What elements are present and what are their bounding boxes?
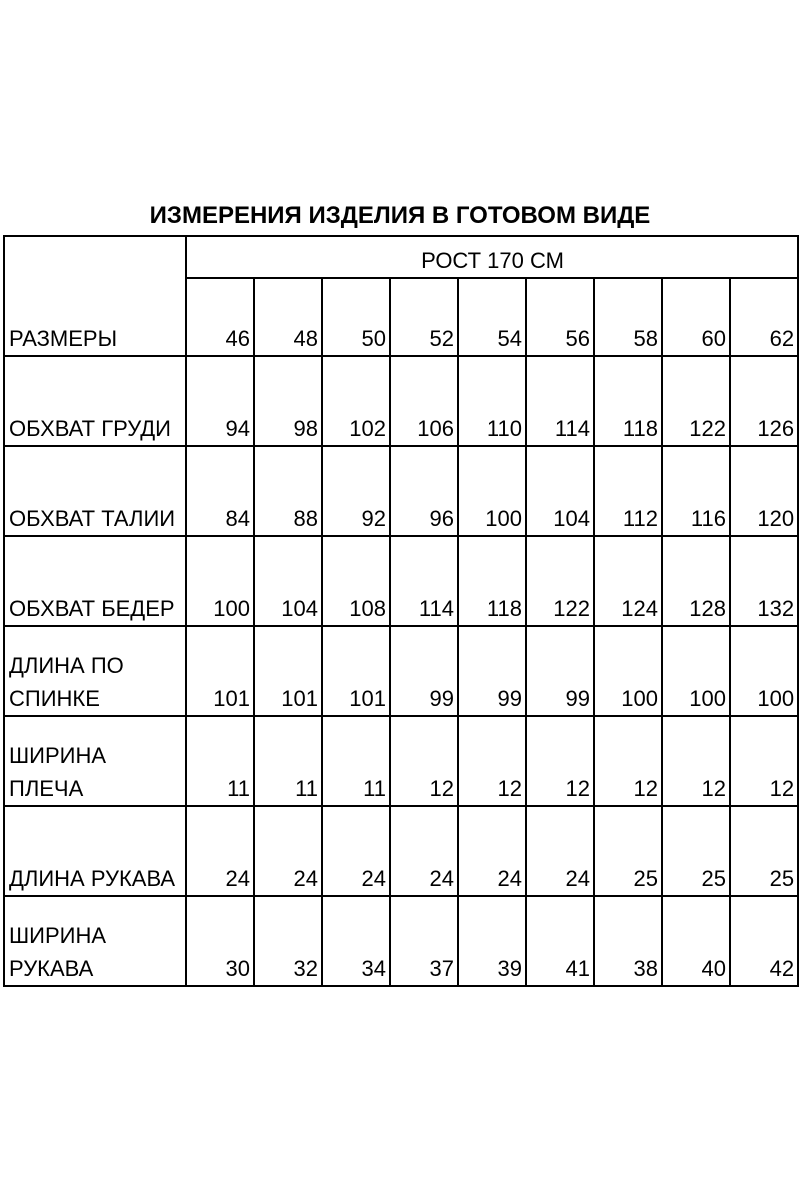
size-cell: 46 — [186, 278, 254, 356]
measurement-value: 12 — [526, 716, 594, 806]
measurement-value: 102 — [322, 356, 390, 446]
measurement-value: 99 — [458, 626, 526, 716]
measurement-row — [4, 626, 798, 716]
size-cell: 56 — [526, 278, 594, 356]
size-cell: 54 — [458, 278, 526, 356]
measurement-value: 100 — [458, 446, 526, 536]
measurement-value: 34 — [322, 896, 390, 986]
measurement-value: 84 — [186, 446, 254, 536]
measurement-value: 98 — [254, 356, 322, 446]
measurement-value: 124 — [594, 536, 662, 626]
measurement-value: 132 — [730, 536, 798, 626]
measurement-label: ШИРИНА РУКАВА — [4, 896, 186, 986]
measurement-value: 96 — [390, 446, 458, 536]
measurement-value: 100 — [662, 626, 730, 716]
measurement-value: 92 — [322, 446, 390, 536]
measurement-value: 108 — [322, 536, 390, 626]
measurement-label: ОБХВАТ ГРУДИ — [4, 356, 186, 446]
measurement-value: 32 — [254, 896, 322, 986]
measurement-value: 40 — [662, 896, 730, 986]
measurement-value: 94 — [186, 356, 254, 446]
measurement-value: 12 — [594, 716, 662, 806]
measurement-value: 122 — [526, 536, 594, 626]
size-cell: 58 — [594, 278, 662, 356]
measurement-value: 24 — [390, 806, 458, 896]
measurement-value: 88 — [254, 446, 322, 536]
measurement-value: 99 — [526, 626, 594, 716]
measurement-label: ДЛИНА ПО СПИНКЕ — [4, 626, 186, 716]
measurement-value: 25 — [662, 806, 730, 896]
height-label: РОСТ 170 СМ — [186, 236, 798, 278]
measurement-value: 12 — [662, 716, 730, 806]
measurement-row — [4, 446, 798, 536]
measurement-value: 128 — [662, 536, 730, 626]
measurement-value: 116 — [662, 446, 730, 536]
measurement-row — [4, 356, 798, 446]
measurement-value: 101 — [322, 626, 390, 716]
measurement-label: ОБХВАТ ТАЛИИ — [4, 446, 186, 536]
measurement-value: 24 — [186, 806, 254, 896]
measurement-value: 104 — [526, 446, 594, 536]
measurement-row — [4, 896, 798, 986]
measurement-label: ШИРИНА ПЛЕЧА — [4, 716, 186, 806]
size-cell: 48 — [254, 278, 322, 356]
measurement-value: 114 — [390, 536, 458, 626]
measurement-value: 118 — [594, 356, 662, 446]
measurement-value: 104 — [254, 536, 322, 626]
height-header-row — [4, 236, 798, 278]
measurement-value: 100 — [594, 626, 662, 716]
measurement-value: 12 — [730, 716, 798, 806]
measurement-value: 100 — [730, 626, 798, 716]
measurement-value: 122 — [662, 356, 730, 446]
measurement-row — [4, 806, 798, 896]
measurement-value: 106 — [390, 356, 458, 446]
measurement-value: 25 — [594, 806, 662, 896]
size-cell: 60 — [662, 278, 730, 356]
measurement-value: 24 — [322, 806, 390, 896]
measurement-value: 101 — [186, 626, 254, 716]
measurement-label: ДЛИНА РУКАВА — [4, 806, 186, 896]
measurement-value: 110 — [458, 356, 526, 446]
measurement-value: 39 — [458, 896, 526, 986]
measurement-value: 112 — [594, 446, 662, 536]
measurement-value: 42 — [730, 896, 798, 986]
size-cell: 62 — [730, 278, 798, 356]
measurement-value: 11 — [322, 716, 390, 806]
measurement-value: 30 — [186, 896, 254, 986]
measurement-value: 41 — [526, 896, 594, 986]
measurement-value: 101 — [254, 626, 322, 716]
measurement-value: 12 — [390, 716, 458, 806]
measurement-value: 120 — [730, 446, 798, 536]
sizes-label: РАЗМЕРЫ — [4, 236, 186, 356]
measurement-value: 99 — [390, 626, 458, 716]
measurement-value: 24 — [254, 806, 322, 896]
measurement-row — [4, 716, 798, 806]
measurement-value: 100 — [186, 536, 254, 626]
measurement-value: 114 — [526, 356, 594, 446]
measurements-table — [3, 235, 799, 987]
measurement-value: 38 — [594, 896, 662, 986]
page-title: ИЗМЕРЕНИЯ ИЗДЕЛИЯ В ГОТОВОМ ВИДЕ — [149, 202, 651, 229]
measurement-value: 24 — [458, 806, 526, 896]
measurement-value: 118 — [458, 536, 526, 626]
measurement-row — [4, 536, 798, 626]
measurement-value: 24 — [526, 806, 594, 896]
size-cell: 50 — [322, 278, 390, 356]
measurement-label: ОБХВАТ БЕДЕР — [4, 536, 186, 626]
measurement-value: 126 — [730, 356, 798, 446]
measurement-value: 25 — [730, 806, 798, 896]
measurement-value: 37 — [390, 896, 458, 986]
size-cell: 52 — [390, 278, 458, 356]
measurement-value: 11 — [186, 716, 254, 806]
measurement-value: 12 — [458, 716, 526, 806]
measurement-value: 11 — [254, 716, 322, 806]
